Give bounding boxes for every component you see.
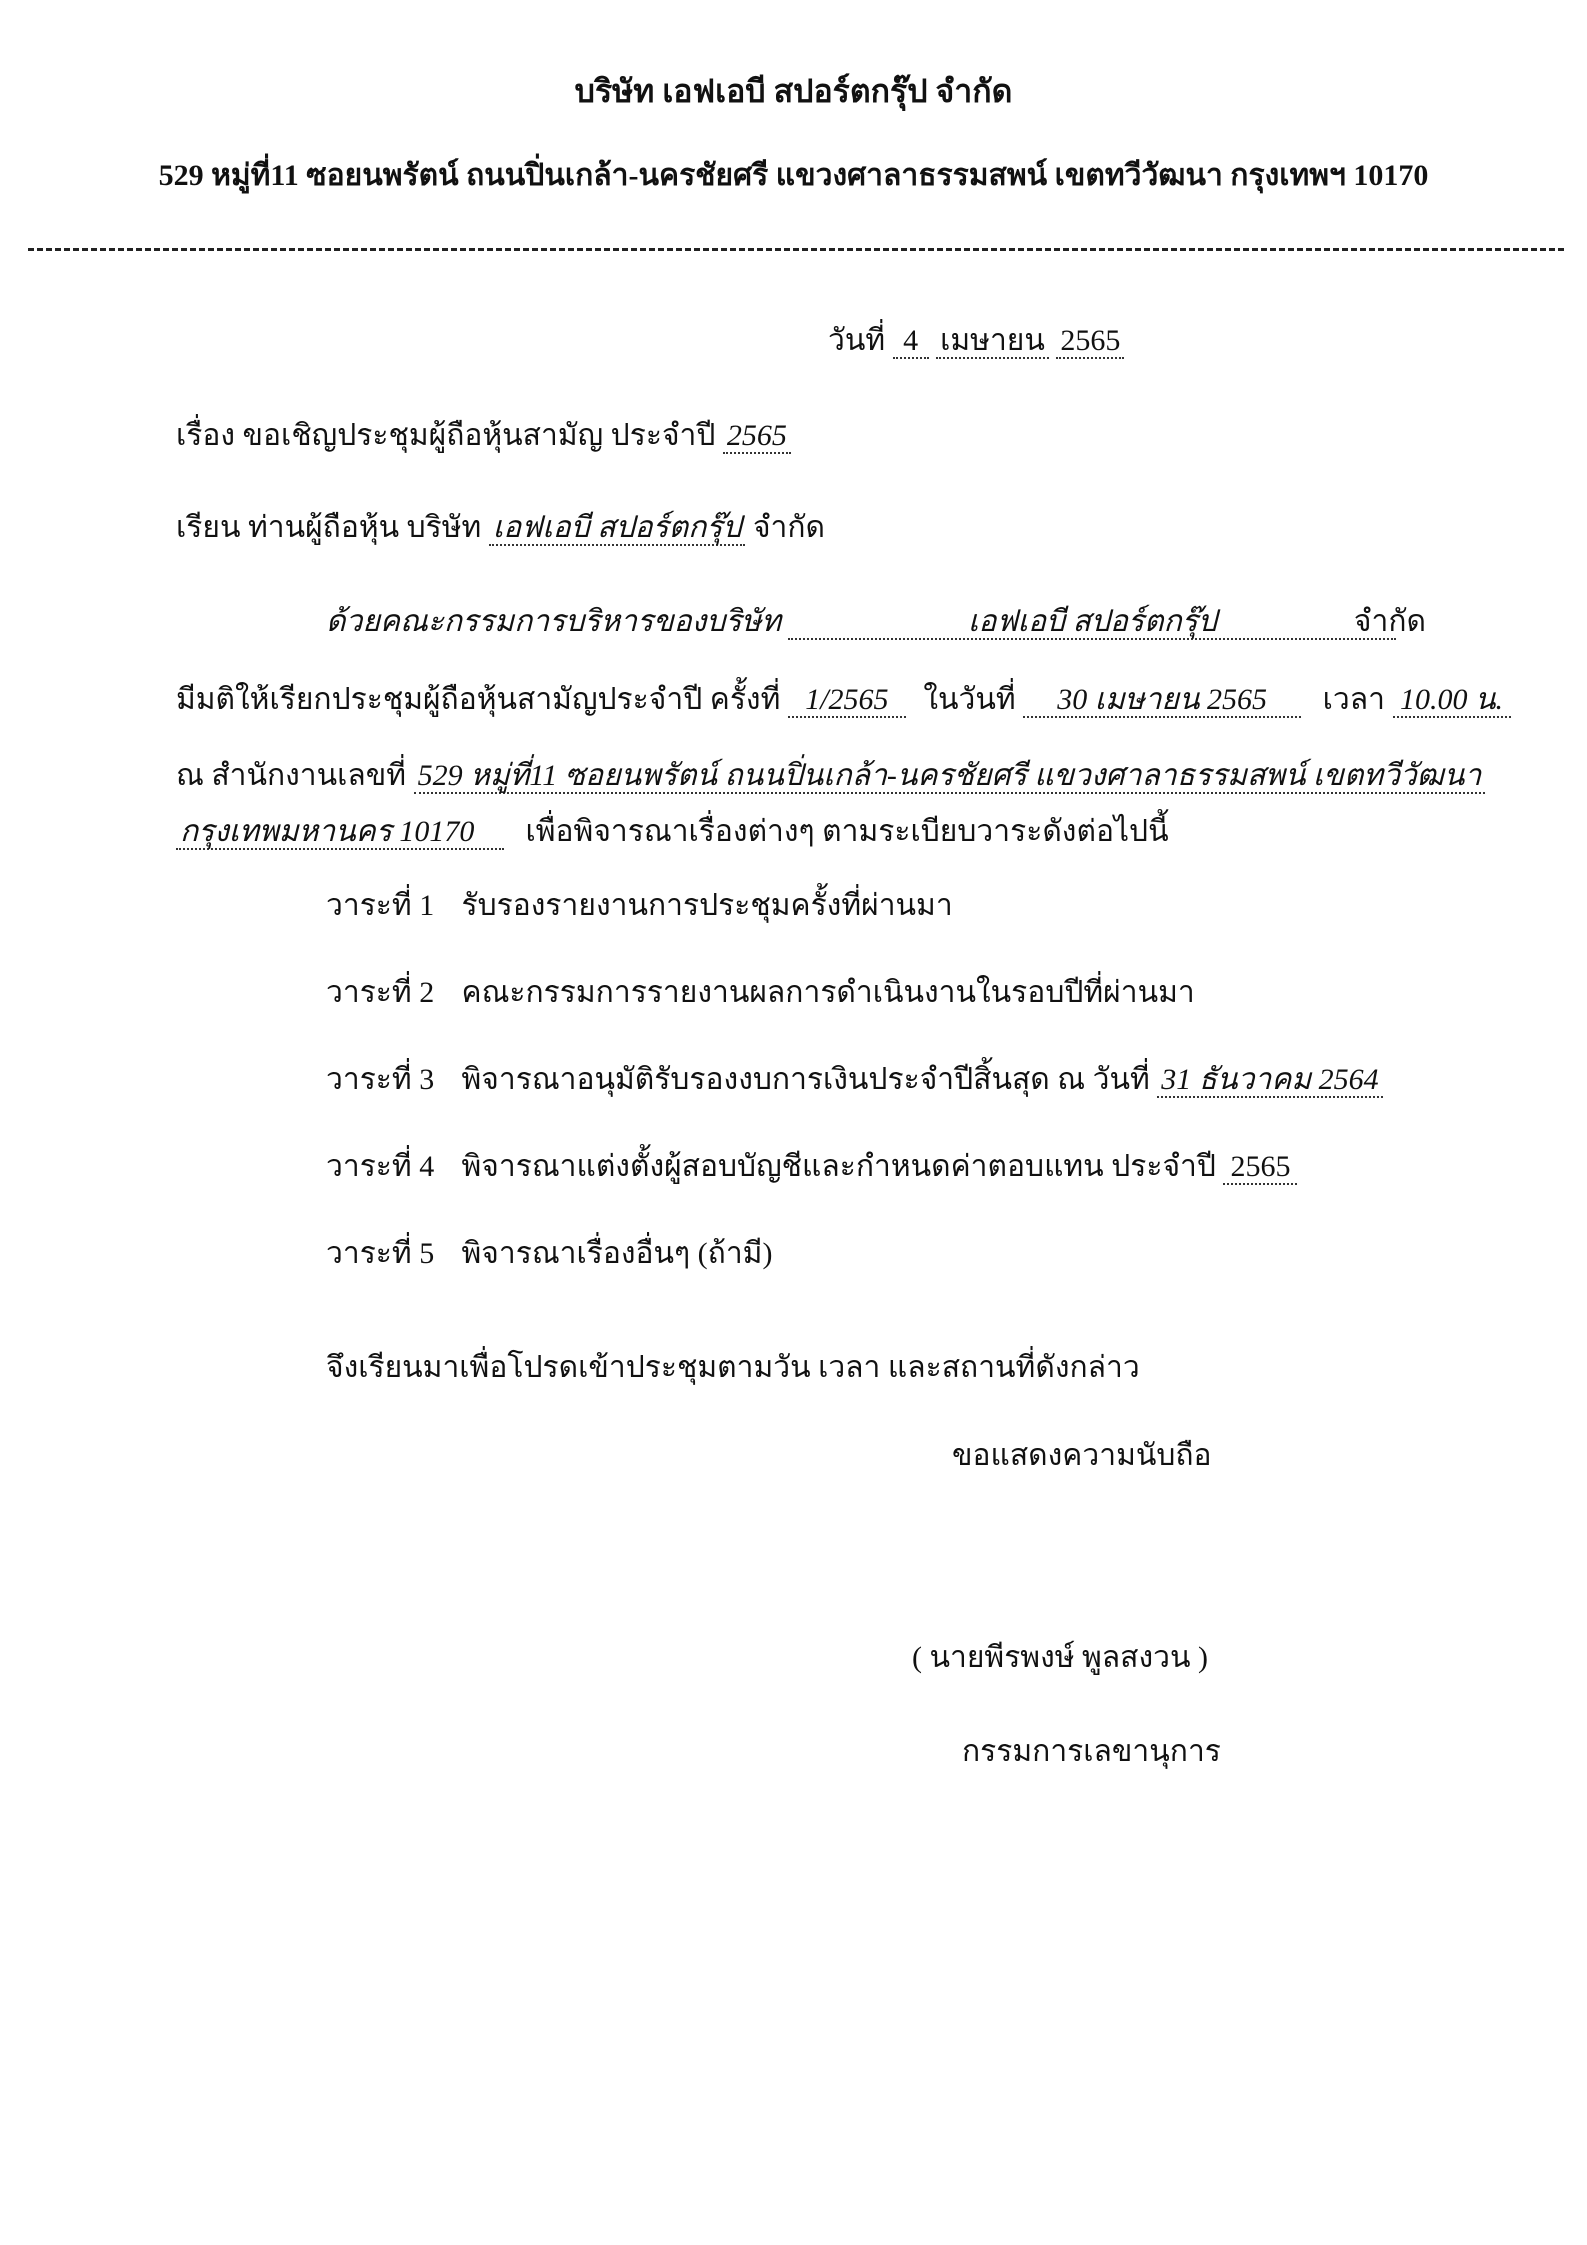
date-label: วันที่ bbox=[828, 324, 886, 357]
company-name: บริษัท เอฟเอบี สปอร์ตกรุ๊ป จำกัด bbox=[574, 73, 1013, 109]
body-line-1 bbox=[326, 598, 1426, 645]
meeting-date: 30 เมษายน 2565 bbox=[1023, 684, 1301, 718]
meeting-date-label: ในวันที่ bbox=[923, 683, 1016, 716]
meeting-number: 1/2565 bbox=[788, 684, 906, 718]
agenda-text: พิจารณาแต่งตั้งผู้สอบบัญชีและกำหนดค่าตอบแทน ประจำปี bbox=[461, 1150, 1216, 1183]
agenda-label: วาระที่ 5 bbox=[326, 1237, 435, 1270]
agenda-fill-date: 31 ธันวาคม 2564 bbox=[1157, 1064, 1382, 1098]
venue-city: กรุงเทพมหานคร 10170 bbox=[176, 816, 504, 850]
agenda-fill-year: 2565 bbox=[1223, 1151, 1297, 1185]
meeting-time-label: เวลา bbox=[1322, 683, 1385, 716]
signer-position: กรรมการเลขานุการ bbox=[962, 1735, 1221, 1768]
agenda-label: วาระที่ 1 bbox=[326, 889, 435, 922]
body-meeting-intro: มีมติให้เรียกประชุมผู้ถือหุ้นสามัญประจำปี ครั้งที่ bbox=[176, 683, 781, 716]
body-company-suffix: จำกัด bbox=[1353, 605, 1426, 638]
subject-year: 2565 bbox=[723, 420, 791, 454]
header-divider bbox=[28, 248, 1564, 251]
recipient-suffix: จำกัด bbox=[752, 511, 826, 544]
agenda-item-2 bbox=[326, 969, 1195, 1016]
recipient-company: เอฟเอบี สปอร์ตกรุ๊ป bbox=[489, 512, 746, 546]
venue-address: 529 หมู่ที่11 ซอยนพรัตน์ ถนนปิ่นเกล้า-นครชัยศรี แขวงศาลาธรรมสพน์ เขตทวีวัฒนา bbox=[414, 760, 1486, 794]
body-intro: ด้วยคณะกรรมการบริหารของบริษัท bbox=[326, 605, 781, 638]
body-line-2 bbox=[176, 676, 1503, 723]
agenda-text: คณะกรรมการรายงานผลการดำเนินงานในรอบปีที่ผ่านมา bbox=[461, 976, 1195, 1009]
body-company: เอฟเอบี สปอร์ตกรุ๊ป bbox=[788, 606, 1396, 640]
subject-label: เรื่อง ขอเชิญประชุมผู้ถือหุ้นสามัญ ประจำปี bbox=[176, 419, 716, 452]
agenda-intro: เพื่อพิจารณาเรื่องต่างๆ ตามระเบียบวาระดังต่อไปนี้ bbox=[525, 815, 1169, 848]
letter-recipient bbox=[176, 504, 825, 551]
company-address: 529 หมู่ที่11 ซอยนพรัตน์ ถนนปิ่นเกล้า-นครชัยศรี แขวงศาลาธรรมสพน์ เขตทวีวัฒนา กรุงเทพฯ 10170 bbox=[158, 159, 1429, 192]
closing-regards: ขอแสดงความนับถือ bbox=[952, 1439, 1212, 1472]
venue-label: ณ สำนักงานเลขที่ bbox=[176, 759, 407, 792]
letter-subject bbox=[176, 412, 791, 459]
agenda-text: พิจารณาเรื่องอื่นๆ (ถ้ามี) bbox=[461, 1237, 773, 1270]
agenda-item-4 bbox=[326, 1143, 1297, 1190]
body-line-4 bbox=[176, 808, 1169, 855]
date-month: เมษายน bbox=[936, 325, 1049, 359]
meeting-time: 10.00 น. bbox=[1393, 684, 1511, 718]
date-year: 2565 bbox=[1056, 325, 1124, 359]
recipient-prefix: เรียน ท่านผู้ถือหุ้น บริษัท bbox=[176, 511, 482, 544]
date-day: 4 bbox=[893, 325, 929, 359]
closing-invitation: จึงเรียนมาเพื่อโปรดเข้าประชุมตามวัน เวลา และสถานที่ดังกล่าว bbox=[326, 1351, 1140, 1384]
agenda-label: วาระที่ 4 bbox=[326, 1150, 435, 1183]
agenda-item-5 bbox=[326, 1230, 772, 1277]
signer-name: ( นายพีรพงษ์ พูลสงวน ) bbox=[912, 1641, 1208, 1674]
body-line-3 bbox=[176, 752, 1482, 799]
agenda-item-1 bbox=[326, 882, 953, 929]
agenda-text: รับรองรายงานการประชุมครั้งที่ผ่านมา bbox=[461, 889, 953, 922]
agenda-item-3 bbox=[326, 1056, 1383, 1103]
agenda-text: พิจารณาอนุมัติรับรองงบการเงินประจำปีสิ้นสุด ณ วันที่ bbox=[461, 1063, 1150, 1096]
agenda-label: วาระที่ 2 bbox=[326, 976, 435, 1009]
agenda-label: วาระที่ 3 bbox=[326, 1063, 435, 1096]
letter-date bbox=[828, 317, 1124, 364]
